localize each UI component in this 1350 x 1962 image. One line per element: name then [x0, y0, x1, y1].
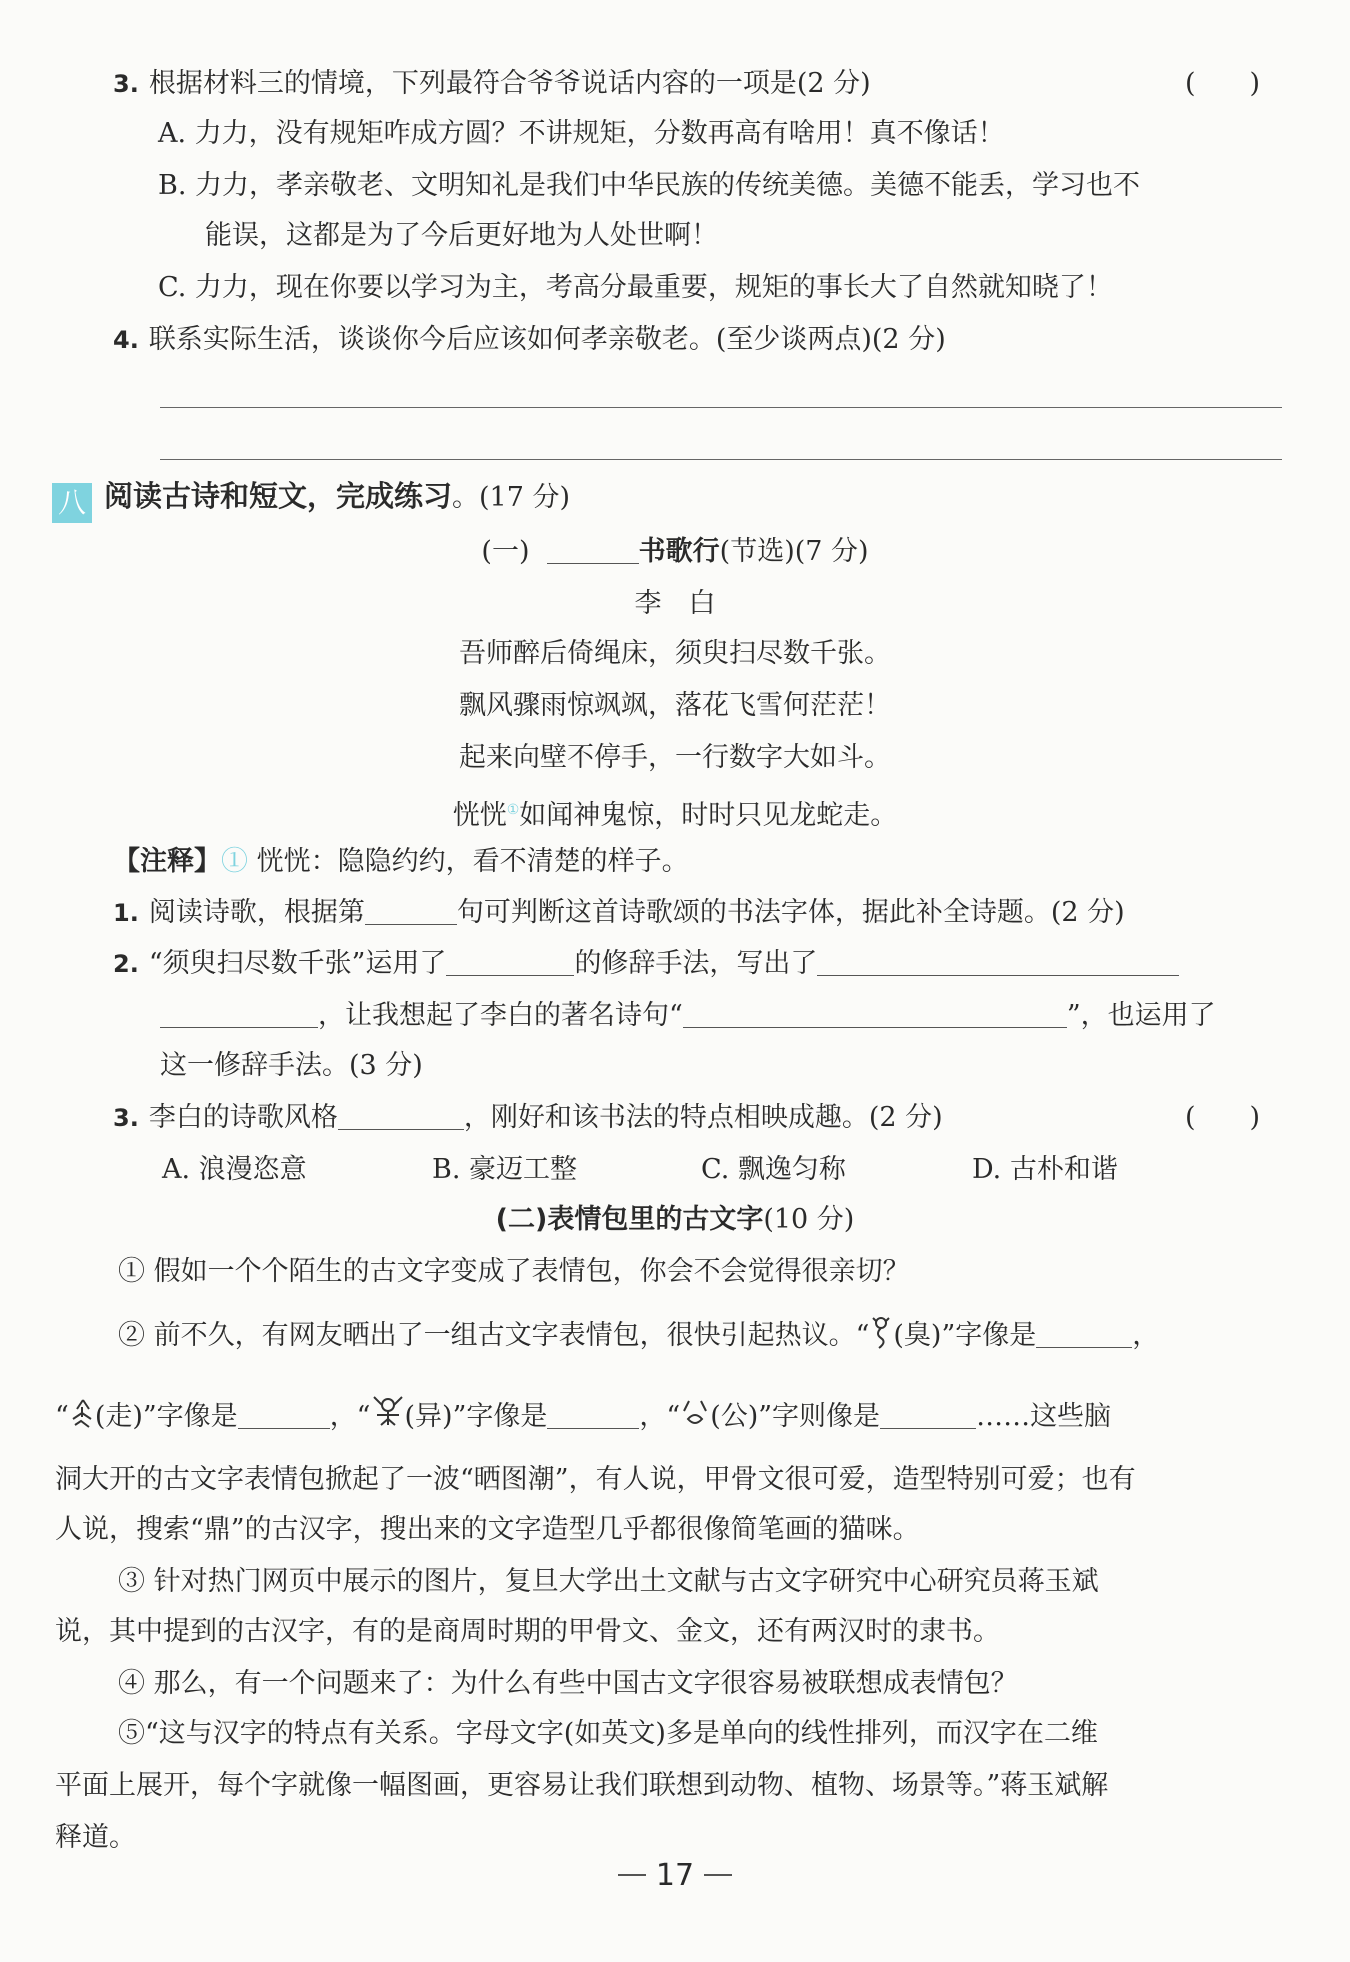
question-3 [113, 64, 871, 104]
option-a[interactable] [158, 114, 1005, 154]
question-number: 4. [113, 326, 139, 354]
paragraph-5-line1: ⑤“这与汉字的特点有关系。字母文字(如英文)多是单向的线性排列，而汉字在二维 [118, 1718, 1098, 1749]
poem-line [0, 790, 1350, 836]
paragraph-text: (异)”字像是 [404, 1401, 548, 1432]
paragraph-5-line2: 平面上展开，每个字就像一幅图画，更容易让我们联想到动物、植物、场景等。”蒋玉斌解 [55, 1770, 1109, 1801]
article-title [0, 1200, 1350, 1240]
paragraph-4: ④ 那么，有一个问题来了：为什么有些中国古文字很容易被联想成表情包？ [118, 1668, 1018, 1699]
poem-line: 吾师醉后倚绳床，须臾扫尽数千张。 [459, 638, 891, 669]
question-text: 的修辞手法，写出了 [574, 948, 818, 979]
question-text: 联系实际生活，谈谈你今后应该如何孝亲敬老。(至少谈两点)(2 分) [148, 324, 946, 355]
option-text: 力力，没有规矩咋成方圆？不讲规矩，分数再高有啥用！真不像话！ [194, 118, 1005, 149]
poem-question-3 [113, 1098, 943, 1138]
poem-title-text: 书歌行 [638, 536, 720, 567]
paragraph-text: ， [1132, 1320, 1160, 1351]
question-text: 根据材料三的情境，下列最符合爷爷说话内容的一项是(2 分) [148, 68, 871, 99]
question-text: ，让我想起了李白的著名诗句“ [318, 1000, 683, 1031]
answer-blank[interactable] [160, 999, 318, 1028]
poem-question-2 [113, 944, 1179, 984]
article-title-text: 表情包里的古文字 [547, 1204, 764, 1235]
section-title: 阅读古诗和短文，完成练习 [104, 479, 453, 513]
question-text: ”，也运用了 [1066, 1000, 1216, 1031]
paragraph-3-line2: 说，其中提到的古汉字，有的是商周时期的甲骨文、金文，还有两汉时的隶书。 [55, 1616, 1000, 1647]
answer-blank[interactable] [238, 1400, 330, 1429]
note-text: 恍恍：隐隐约约，看不清楚的样子。 [256, 846, 689, 877]
answer-blank[interactable] [547, 1400, 639, 1429]
paragraph-2-line1 [118, 1316, 1159, 1356]
option-text: 力力，孝亲敬老、文明知礼是我们中华民族的传统美德。美德不能丢，学习也不 [195, 170, 1141, 201]
option-c[interactable]: C. 飘逸匀称 [701, 1154, 846, 1185]
question-number: 2. [113, 950, 139, 978]
option-text: 力力，现在你要以学习为主，考高分最重要，规矩的事长大了自然就知晓了！ [194, 272, 1113, 303]
answer-blank[interactable] [365, 896, 457, 925]
title-blank[interactable] [547, 535, 639, 564]
note-label: 【注释】 [113, 846, 221, 877]
option-letter: B. [158, 170, 187, 201]
answer-blank[interactable] [817, 947, 1179, 976]
poem-note [113, 842, 689, 882]
poem-line: 起来向壁不停手，一行数字大如斗。 [459, 742, 891, 773]
article-score: (10 分) [763, 1204, 855, 1235]
part-label: (二) [495, 1204, 548, 1235]
poem-word: 恍恍 [452, 800, 507, 831]
paragraph-text: ，“ [329, 1401, 371, 1432]
paragraph-1: ① 假如一个个陌生的古文字变成了表情包，你会不会觉得很亲切？ [118, 1256, 910, 1287]
question-text: “须臾扫尽数千张”运用了 [148, 948, 447, 979]
answer-blank[interactable] [338, 1101, 464, 1130]
page-footer [0, 1858, 1350, 1893]
question-4 [113, 320, 946, 360]
question-number: 3. [113, 70, 139, 98]
oracle-glyph-gong-icon [680, 1397, 710, 1431]
question-text: 阅读诗歌，根据第 [148, 897, 365, 928]
question-number: 1. [113, 899, 139, 927]
footnote-marker: ① [506, 802, 520, 818]
option-b[interactable] [158, 166, 1140, 206]
answer-blank[interactable] [683, 999, 1067, 1028]
option-b[interactable]: B. 豪迈工整 [432, 1154, 578, 1185]
paragraph-text: ，“ [639, 1401, 681, 1432]
oracle-glyph-yi-icon [371, 1395, 405, 1431]
paragraph-text: “ [55, 1401, 69, 1432]
footer-dash [618, 1874, 646, 1876]
option-c[interactable] [158, 268, 1113, 308]
paragraph-2-line2 [55, 1395, 1111, 1437]
section-number-badge: 八 [52, 483, 92, 523]
page-number: 17 [655, 1858, 695, 1893]
poem-author: 李 白 [634, 588, 716, 619]
oracle-glyph-zou-icon [69, 1397, 95, 1431]
question-number: 3. [113, 1104, 139, 1132]
answer-line[interactable] [160, 459, 1282, 460]
answer-parenthesis[interactable]: ( ) [1185, 68, 1261, 99]
option-a[interactable]: A. 浪漫恣意 [162, 1154, 307, 1185]
option-b-continued: 能误，这都是为了今后更好地为人处世啊！ [205, 220, 718, 251]
poem-text: 如闻神鬼惊，时时只见龙蛇走。 [519, 800, 898, 831]
part-label: (一) [481, 536, 530, 567]
poem-question-2-line3: 这一修辞手法。(3 分) [160, 1050, 423, 1081]
answer-line[interactable] [160, 407, 1282, 408]
option-d[interactable]: D. 古朴和谐 [972, 1154, 1118, 1185]
poem-title-tail: (节选)(7 分) [719, 536, 869, 567]
section-heading [52, 476, 570, 523]
poem-question-2-line2 [160, 996, 1216, 1036]
poem-question-1 [113, 893, 1125, 933]
answer-blank[interactable] [1036, 1319, 1132, 1348]
paragraph-text: (臭)”字像是 [893, 1320, 1037, 1351]
poem-line: 飘风骤雨惊飒飒，落花飞雪何茫茫！ [459, 690, 891, 721]
paragraph-2-line3: 洞大开的古文字表情包掀起了一波“晒图潮”，有人说，甲骨文很可爱，造型特别可爱；也有 [55, 1464, 1136, 1495]
paragraph-text: (公)”字则像是 [710, 1401, 881, 1432]
answer-blank[interactable] [880, 1400, 976, 1429]
footer-dash [704, 1874, 732, 1876]
paragraph-5-line3: 释道。 [55, 1822, 136, 1853]
oracle-glyph-chou-icon [869, 1316, 893, 1350]
answer-parenthesis[interactable]: ( ) [1185, 1102, 1261, 1133]
note-number: ① [221, 846, 248, 877]
option-letter: C. [158, 272, 187, 303]
paragraph-text: (走)”字像是 [94, 1401, 238, 1432]
question-text: ，刚好和该书法的特点相映成趣。(2 分) [463, 1102, 943, 1133]
answer-blank[interactable] [446, 947, 574, 976]
paragraph-text: ② 前不久，有网友晒出了一组古文字表情包，很快引起热议。“ [118, 1320, 870, 1351]
question-text: 句可判断这首诗歌颂的书法字体，据此补全诗题。(2 分) [456, 897, 1125, 928]
paragraph-2-line4: 人说，搜索“鼎”的古汉字，搜出来的文字造型几乎都很像简笔画的猫咪。 [55, 1514, 920, 1545]
section-score: 。(17 分) [452, 482, 571, 513]
option-letter: A. [158, 118, 187, 149]
question-text: 李白的诗歌风格 [148, 1102, 338, 1133]
poem-title [0, 532, 1350, 572]
paragraph-3-line1: ③ 针对热门网页中展示的图片，复旦大学出土文献与古文字研究中心研究员蒋玉斌 [118, 1566, 1099, 1597]
paragraph-text: ……这些脑 [976, 1401, 1112, 1432]
